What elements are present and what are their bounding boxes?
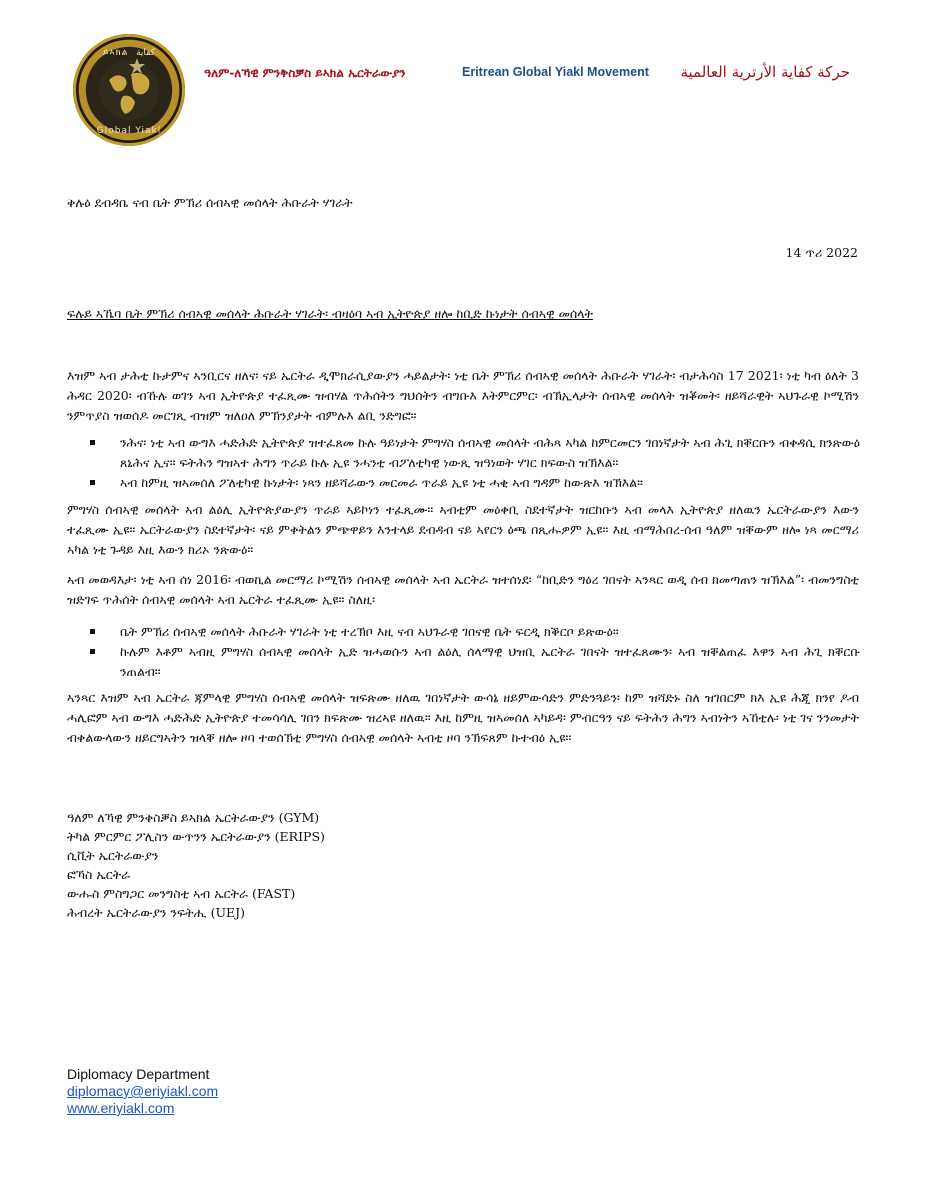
website-link[interactable]: www.eriyiakl.com xyxy=(67,1100,175,1116)
list-item-text: ኣብ ከምዚ ዝኣመሰለ ፖለቲካዊ ኩነታት፡ ነጻን ዘይሻራውን መርመራ ጥራይ ኢዩ ነቲ ሓቂ ኣብ ግዳም ከውጽእ ዝኽእል። xyxy=(120,475,643,490)
list-item xyxy=(90,433,860,473)
signatory: ሕብረት ኤርትራውያን ንፍትሒ (UEJ) xyxy=(67,905,246,920)
paragraph-conclusion: ኣንጻር እዝም ኣብ ኤርትራ ጃምላዊ ምግሃስ ሰብኣዊ መሰላት ዝፍጽሙ ዘለዉ ገበነኛታት ውሳኔ ዘይምውሳድን ምድንጓይን፡ ከም ዝሻድኑ ስለ ዝገበርም ክእ ኢዩ ሕጂ ክንየ ዶብ ሓሊፎም ኣብ ውግእ ሓድሕድ ኢትዮጵያ ተመሳሳሊ ገበን ክፍጽሙ ዝረኣዩ ዘለዉ። እዚ ከምዚ ዝኣመሰለ ኣካይዳ፡ ምብርዓን ናይ ፍትሕን ሕግን ኣብነትን ኣኸቲሉ፡ ነቲ ገና ንንመታት ብቅልውላውን ዘይርግኣትን ዝላቐ ዘሎ ዞባ ተወሰኽቲ ምግሃስ ሰብኣዊ መሰላት ኣብቲ ዞባ ንኽፍጸም ኩተብዕ ኢዩ። xyxy=(67,690,859,745)
org-name-tigrinya: ዓለም-ለኻዊ ምንቅስቓስ ይኣክል ኤርትራውያን xyxy=(204,66,406,80)
list-item-text: ኩሉም እቶም ኣብዚ ምግሃስ ሰብኣዊ መሰላት ኢድ ዝሓወሱን ኣብ ልዕሊ ሰላማዊ ህዝቢ ኤርትራ ገበናት ዝተፈጸሙን፡ ኣብ ዝቐልጠፈ እዋን ኣብ ሕጊ ክቐርቡ ንጠልብ። xyxy=(120,644,860,679)
department-name: Diplomacy Department xyxy=(67,1066,210,1082)
bullet-icon xyxy=(90,629,95,634)
addressee: ቅሉዕ ደብዳቤ ናብ ቤት ምኽሪ ሰብኣዊ መሰላት ሕቡራት ሃገራት xyxy=(67,195,353,210)
bullet-icon xyxy=(90,440,95,445)
signatories-list xyxy=(67,808,325,922)
logo-text-top: ይኣክል كفاية xyxy=(102,48,156,58)
bullet-list-support xyxy=(90,433,860,493)
letter-date: 14 ጥሪ 2022 xyxy=(785,245,858,260)
signatory: ትካል ምርምር ፖሊስን ውጥንን ኤርትራውያን (ERIPS) xyxy=(67,829,325,844)
signatory: ፎኻስ ኤርትራ xyxy=(67,867,131,882)
footer-contact xyxy=(67,1066,218,1117)
bullet-icon xyxy=(90,649,95,654)
paragraph-intro: እዝም ኣብ ታሕቲ ኩታምና ኣንቢርና ዘለና፡ ናይ ኤርትራ ዲሞክራሲያውያን ሓይልታት፡ ነቲ ቤት ምኽሪ ሰብኣዊ መሰላት ሕቡራት ሃገራት፡ ብታሕሳስ 17 2021፡ ነቲ ካብ ዕለት 3 ሕዳር 2020፡ ብኹሉ ወገን ኣብ ኢትዮጵያ ተፈጺሙ ዝብሃል ጥሕሰትን ግህሰትን ብግቡእ እትምርምር፡ ብኽኢላታት ሰብኣዊ መሰላት ዝቖመት፡ ዘይሻራዊት ኣህጉራዊ ኮሚሽን ንምጥያስ ዝወሰዶ መርገጺ ብዝም ዝለዐለ ምኽንያታት ብምሉእ ልቢ ንድግፎ። xyxy=(67,368,859,423)
paragraph-refugees: ምግሃስ ሰብኣዊ መሰላት ኣብ ልዕሊ ኢትዮጵያውያን ጥራይ ኣይኮነን ተፈጺሙ። ኣብቲም መዕቀቢ ስደተኛታት ዝርከቡን ኣብ መላእ ኢትዮጵያ ዘለዉን ኤርትራውያን እውን ተፈጺሙ ኢዩ። ኤርትራውያን ስደተኛታት፡ ናይ ምቅትልን ምጭዋይን እንተላይ ደብዳብ ናይ ኣየርን ዕጫ በጺሑዎም ኢዩ። እዚ ብማሕበረ-ሰብ ዓለም ዝቐውም ዘሎ ነጻ መርማሪ ኣካል ነቲ ጉዳይ እዚ እውን ክሪኦ ንጽውዕ። xyxy=(67,502,859,557)
list-item xyxy=(90,642,860,682)
bullet-icon xyxy=(90,480,95,485)
signatory: ውሑስ ምስግጋር መንግስቲ ኣብ ኤርትራ (FAST) xyxy=(67,886,296,901)
org-name-english: Eritrean Global Yiakl Movement xyxy=(462,65,649,79)
signatory: ዓለም ለኻዊ ምንቅስቓስ ይኣክል ኤርትራውያን (GYM) xyxy=(67,810,320,825)
email-link[interactable]: diplomacy@eriyiakl.com xyxy=(67,1083,219,1099)
letter-subject: ፍሉይ ኣኼባ ቤት ምኽሪ ሰብኣዊ መሰላት ሕቡራት ሃገራት፡ ብዛዕባ ኣብ ኢትዮጵያ ዘሎ ከቢድ ኩነታት ሰብኣዊ መሰላት xyxy=(67,306,593,321)
list-item-text: ቤት ምኽሪ ሰብኣዊ መሰላት ሕቡራት ሃገራት ነቲ ተረኽቦ እዚ ናብ ኣህጉራዊ ገበናዊ ቤት ፍርዲ ክቕርቦ ይጽውዕ። xyxy=(120,624,619,639)
organization-logo xyxy=(73,34,185,146)
list-item xyxy=(90,473,860,493)
bullet-list-demands xyxy=(90,622,860,682)
org-name-arabic: حركة كفاية الأرترية العالمية xyxy=(680,63,850,81)
logo-text-bottom: Global Yiakl xyxy=(96,126,162,136)
signatory: ሲቪት ኤርትራውያን xyxy=(67,848,159,863)
paragraph-commission: ኣብ መወዳእታ፡ ነቲ ኣብ ሰነ 2016፡ ብወኪል መርማሪ ኮሚሽን ሰብኣዊ መሰላት ኣብ ኤርትራ ዝተሰነደ፡ “ከቢድን ግዕረ ገበናት ኣንጻር ወዲ ሰብ ክመጣጠን ዝኽእል”፡ ብመንግስቲ ዝድገፍ ጥሕሰት ሰብኣዊ መሰላት ኣብ ኤርትራ ተፈጺሙ ኢዩ። ስለዚ፡ xyxy=(67,572,859,607)
list-item xyxy=(90,622,860,642)
list-item-text: ንሕና፡ ነቲ ኣብ ውግእ ሓድሕድ ኢትዮጵያ ዝተፈጸመ ኩሉ ዓይነታት ምግሃስ ሰብኣዊ መሰላት ብሕጻ ኣካል ከምርመርን ገበነኛታት ኣብ ሕጊ ክቐርቡን ብቀዳሲ ክንጽውዕ ጸኒሕና ኢና። ፍትሕን ግዝኣተ ሕግን ጥራይ ኩሉ ኢዩ ንሓንቲ ብፖለቲካዊ ነውጺ ዝዓነወት ሃገር ክፍውስ ዝኽእል። xyxy=(120,435,860,470)
